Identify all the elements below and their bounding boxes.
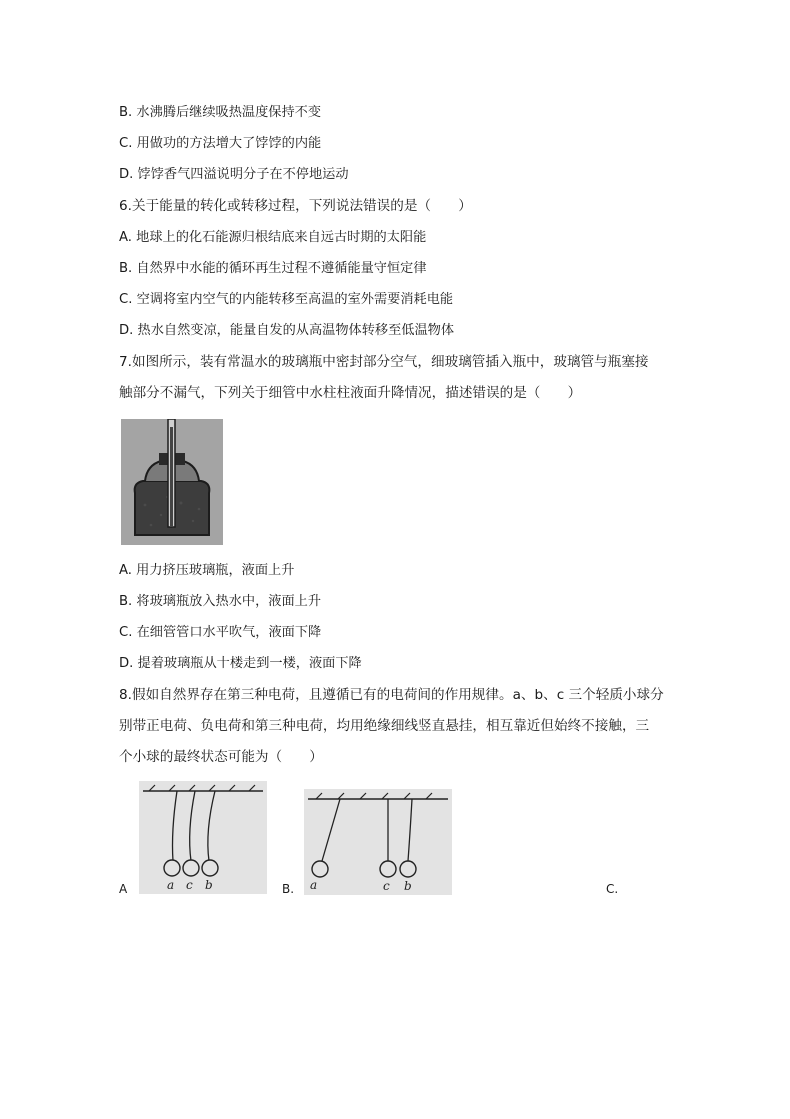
q7-option-a: A. 用力挤压玻璃瓶，液面上升: [119, 563, 295, 578]
q7-option-d: D. 提着玻璃瓶从十楼走到一楼，液面下降: [119, 656, 362, 671]
pendulum-figure-b: [304, 789, 452, 895]
q6-option-b: B. 自然界中水能的循环再生过程不遵循能量守恒定律: [119, 261, 427, 276]
ball-c: [380, 861, 396, 877]
ball-c: [183, 860, 199, 876]
q8-stem-line3: 个小球的最终状态可能为（ ）: [119, 749, 323, 765]
ball-c-label: c: [383, 879, 390, 893]
q7-option-b: B. 将玻璃瓶放入热水中，液面上升: [119, 594, 322, 609]
q8-stem-line2: 别带正电荷、负电荷和第三种电荷，均用绝缘细线竖直悬挂，相互靠近但始终不接触，三: [119, 718, 650, 734]
ball-b-label: b: [205, 878, 213, 892]
pendulum-figure-a: [139, 781, 267, 894]
q6-stem: 6.关于能量的转化或转移过程，下列说法错误的是（ ）: [119, 198, 472, 214]
q5-option-d: D. 饽饽香气四溢说明分子在不停地运动: [119, 167, 349, 182]
q6-option-a: A. 地球上的化石能源归根结底来自远古时期的太阳能: [119, 230, 427, 245]
q7-stem-line1: 7.如图所示，装有常温水的玻璃瓶中密封部分空气，细玻璃管插入瓶中，玻璃管与瓶塞接: [119, 354, 649, 370]
q7-option-c: C. 在细管管口水平吹气，液面下降: [119, 625, 322, 640]
ball-b-label: b: [404, 879, 412, 893]
ball-c-label: c: [186, 878, 193, 892]
q6-option-c: C. 空调将室内空气的内能转移至高温的室外需要消耗电能: [119, 292, 454, 307]
ball-a: [164, 860, 180, 876]
q5-option-c: C. 用做功的方法增大了饽饽的内能: [119, 136, 322, 151]
ball-a-label: a: [310, 878, 318, 892]
q5-option-b: B. 水沸腾后继续吸热温度保持不变: [119, 105, 322, 120]
q7-stem-line2: 触部分不漏气，下列关于细管中水柱柱液面升降情况，描述错误的是（ ）: [119, 385, 582, 401]
ball-a-label: a: [167, 878, 175, 892]
q8-option-c-label: C.: [606, 882, 619, 896]
bottle-figure: [121, 419, 223, 545]
ball-a: [312, 861, 328, 877]
q8-stem-line1: 8.假如自然界存在第三种电荷，且遵循已有的电荷间的作用规律。a、b、c 三个轻质小球分: [119, 687, 664, 703]
q8-option-b-label: B.: [282, 882, 295, 896]
ball-b: [400, 861, 416, 877]
ball-b: [202, 860, 218, 876]
q8-option-a-label: A: [119, 882, 128, 896]
q6-option-d: D. 热水自然变凉，能量自发的从高温物体转移至低温物体: [119, 323, 455, 338]
